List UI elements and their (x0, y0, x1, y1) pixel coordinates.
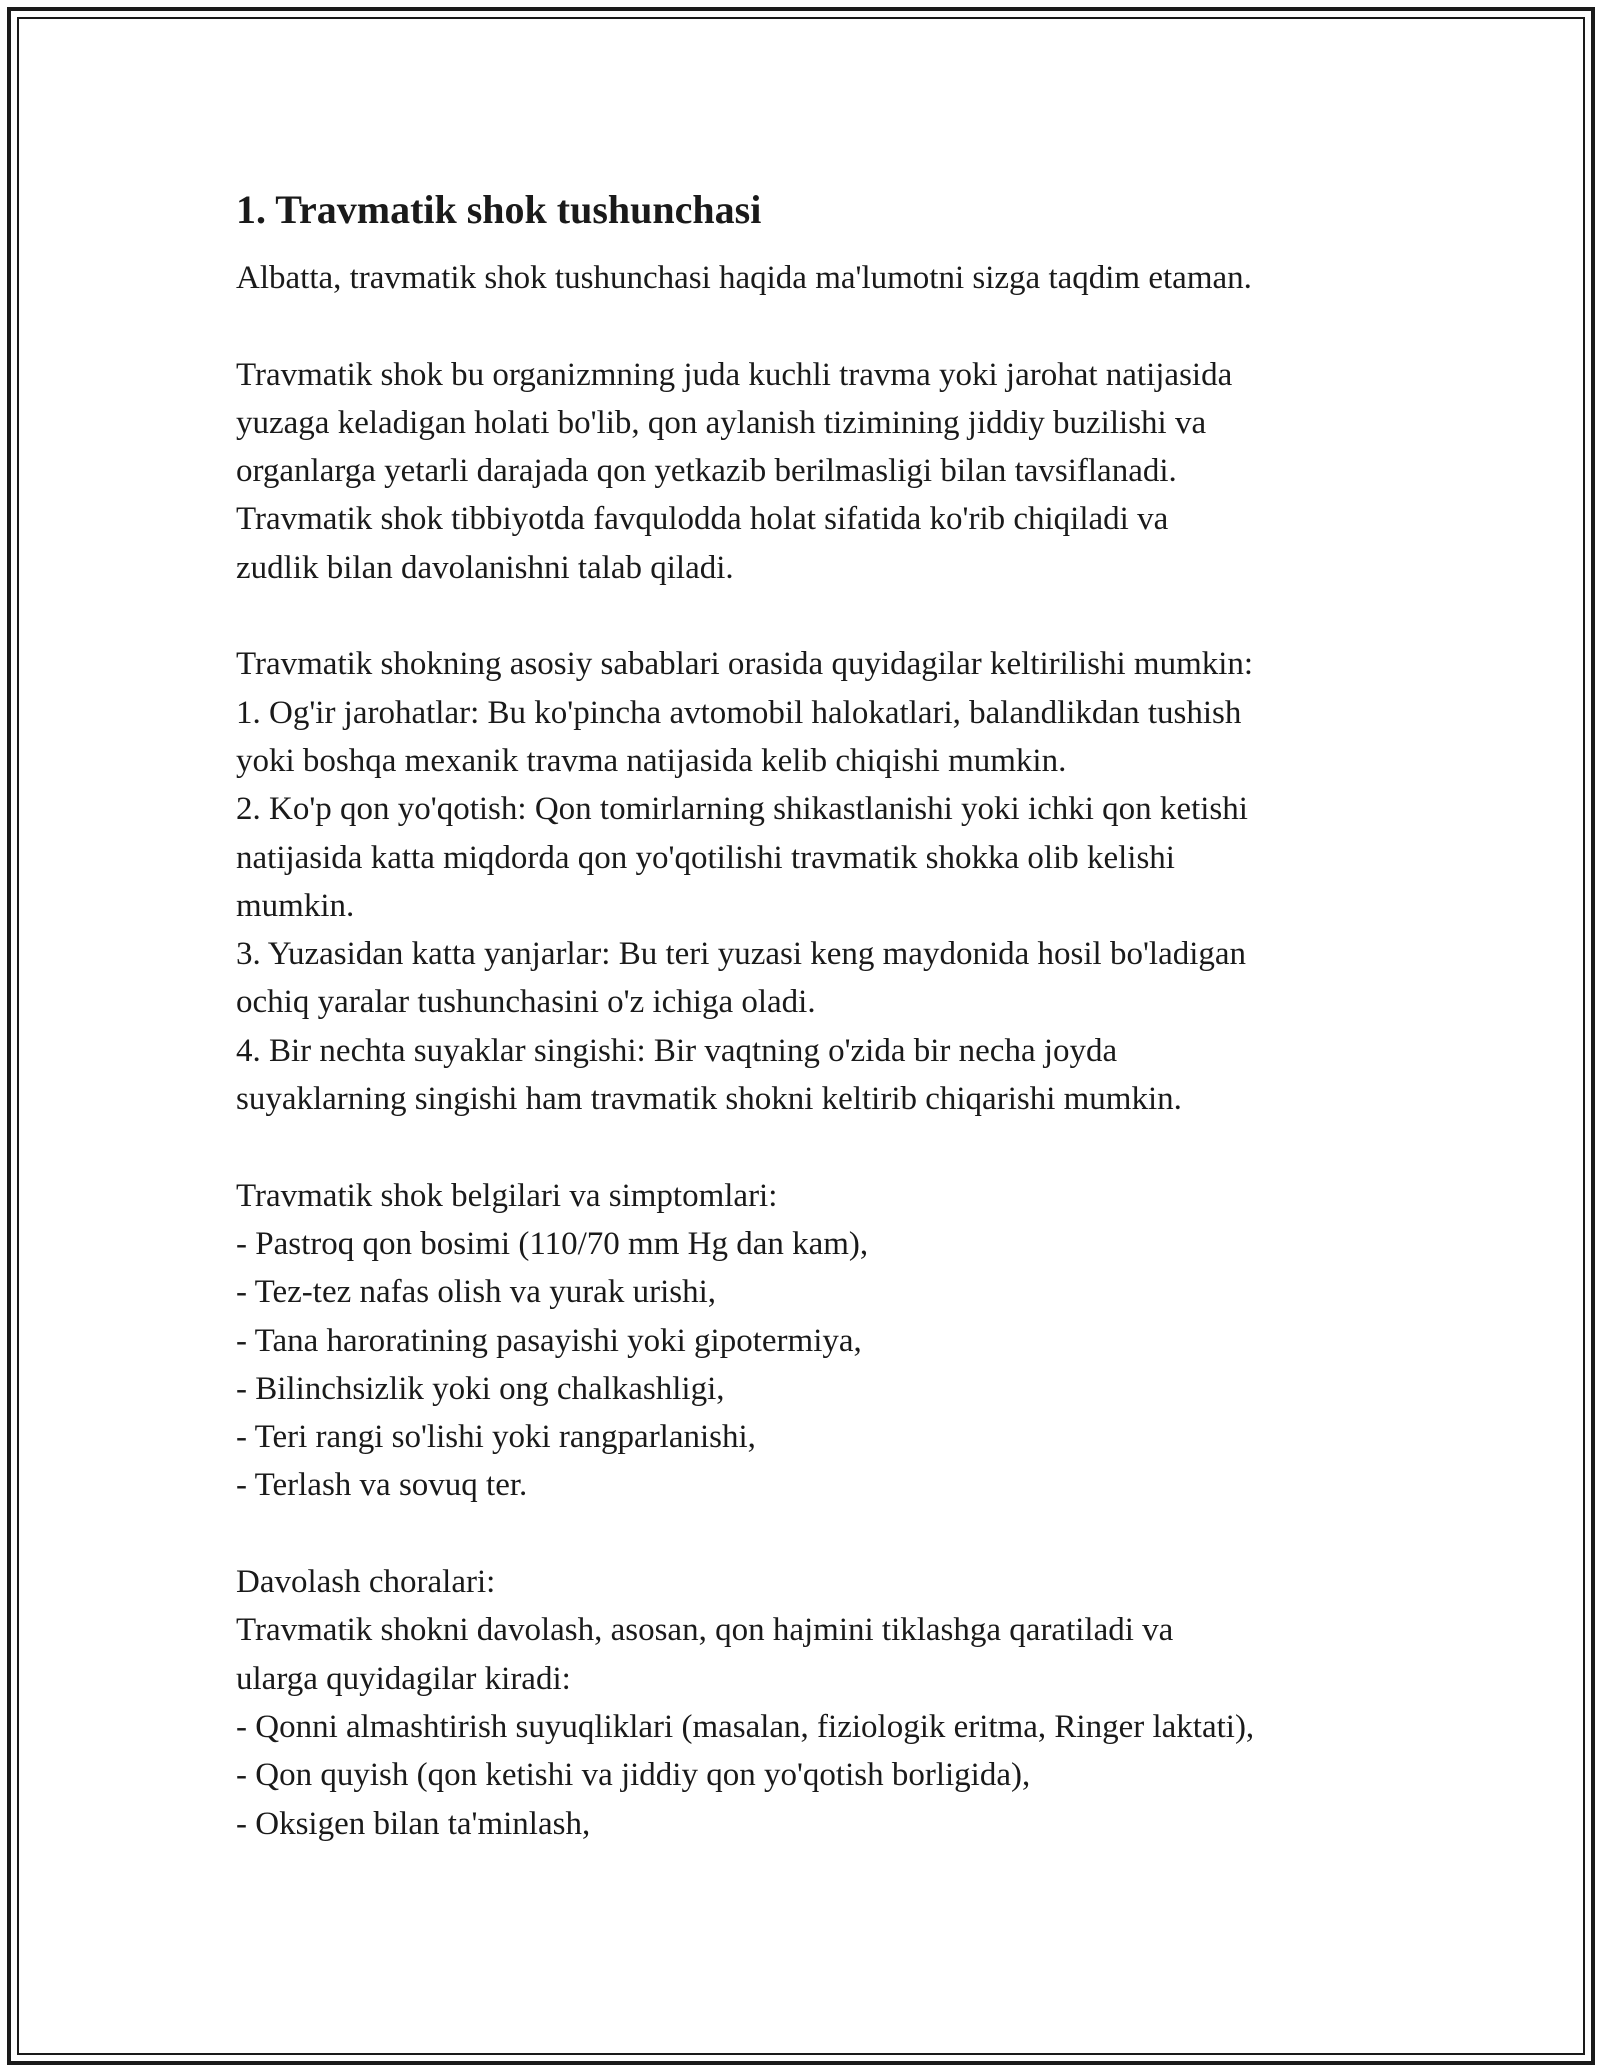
text-line: Travmatik shok belgilari va simptomlari: (236, 1177, 778, 1214)
text-line: Albatta, travmatik shok tushunchasi haqida ma'lumotni sizga taqdim etaman. (236, 260, 1252, 296)
list-item: - Teri rangi so'lishi yoki rangparlanishi, (236, 1419, 756, 1456)
definition-paragraph (236, 351, 1386, 592)
list-item: - Bilinchsizlik yoki ong chalkashligi, (236, 1370, 725, 1407)
paragraph-gap (236, 1123, 1386, 1171)
list-item: - Terlash va sovuq ter. (236, 1467, 528, 1504)
text-line: Travmatik shok bu organizmning juda kuchli travma yoki jarohat natijasida (236, 356, 1233, 393)
text-line: Davolash choralari: (236, 1564, 496, 1601)
treatment-paragraph (236, 1558, 1386, 1848)
list-item: - Qon quyish (qon ketishi va jiddiy qon yo'qotish borligida), (236, 1757, 1031, 1794)
list-item: 1. Og'ir jarohatlar: Bu ko'pincha avtomobil halokatlari, balandlikdan tushish (236, 694, 1242, 731)
text-line: ularga quyidagilar kiradi: (236, 1660, 571, 1697)
list-item: - Tez-tez nafas olish va yurak urishi, (236, 1274, 716, 1311)
list-item: 4. Bir nechta suyaklar singishi: Bir vaqtning o'zida bir necha joyda (236, 1032, 1118, 1069)
symptoms-paragraph (236, 1172, 1386, 1510)
paragraph-gap (236, 1510, 1386, 1558)
paragraph-gap (236, 592, 1386, 640)
document-title: 1. Travmatik shok tushunchasi (236, 187, 762, 232)
text-line: Travmatik shok tibbiyotda favqulodda holat sifatida ko'rib chiqiladi va (236, 501, 1169, 538)
list-item: yoki boshqa mexanik travma natijasida kelib chiqishi mumkin. (236, 742, 1067, 779)
list-item: mumkin. (236, 887, 355, 924)
causes-paragraph (236, 640, 1386, 1123)
list-item: suyaklarning singishi ham travmatik shokni keltirib chiqarishi mumkin. (236, 1081, 1182, 1118)
paragraph-gap (236, 302, 1386, 350)
text-line: Travmatik shokning asosiy sabablari orasida quyidagilar keltirilishi mumkin: (236, 646, 1254, 683)
list-item: - Oksigen bilan ta'minlash, (236, 1805, 591, 1842)
list-item: natijasida katta miqdorda qon yo'qotilishi travmatik shokka olib kelishi (236, 839, 1175, 876)
text-line: organlarga yetarli darajada qon yetkazib berilmasligi bilan tavsiflanadi. (236, 453, 1177, 490)
list-item: 3. Yuzasidan katta yanjarlar: Bu teri yuzasi keng maydonida hosil bo'ladigan (236, 936, 1247, 973)
text-line: yuzaga keladigan holati bo'lib, qon aylanish tizimining jiddiy buzilishi va (236, 404, 1207, 441)
text-line: Travmatik shokni davolash, asosan, qon hajmini tiklashga qaratiladi va (236, 1612, 1174, 1649)
list-item: - Tana haroratining pasayishi yoki gipotermiya, (236, 1322, 862, 1359)
list-item: ochiq yaralar tushunchasini o'z ichiga oladi. (236, 984, 816, 1021)
intro-paragraph (236, 254, 1386, 302)
list-item: 2. Ko'p qon yo'qotish: Qon tomirlarning shikastlanishi yoki ichki qon ketishi (236, 791, 1248, 828)
document-body (236, 186, 1386, 1848)
list-item: - Qonni almashtirish suyuqliklari (masalan, fiziologik eritma, Ringer laktati), (236, 1708, 1255, 1745)
text-line: zudlik bilan davolanishni talab qiladi. (236, 549, 734, 586)
list-item: - Pastroq qon bosimi (110/70 mm Hg dan kam), (236, 1225, 869, 1262)
